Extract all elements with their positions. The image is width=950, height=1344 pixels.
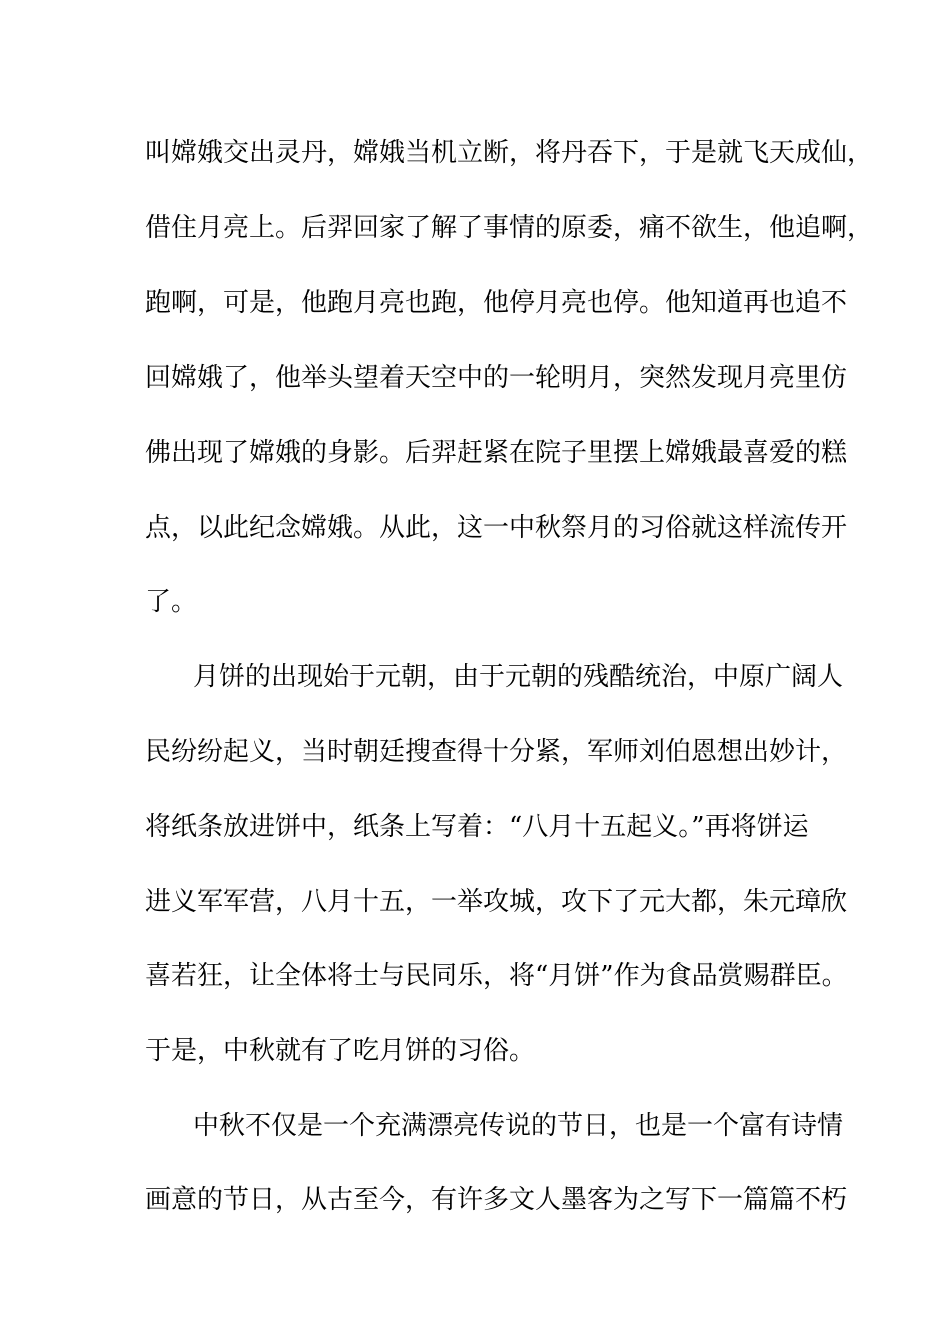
paragraph-2-line-3: 将纸条放进饼中，纸条上写着：“八月十五起义。”再将饼运: [145, 812, 809, 842]
paragraph-2-line-2: 民纷纷起义，当时朝廷搜查得十分紧，军师刘伯恩想出妙计，: [145, 737, 848, 767]
paragraph-3-line-2: 画意的节日，从古至今，有许多文人墨客为之写下一篇篇不朽: [145, 1185, 848, 1215]
paragraph-1-line-1: 叫嫦娥交出灵丹，嫦娥当机立断，将丹吞下，于是就飞天成仙，: [145, 138, 874, 168]
paragraph-2-line-4: 进义军军营，八月十五，一举攻城，攻下了元大都，朱元璋欣: [145, 887, 848, 917]
paragraph-1-line-7: 了。: [145, 587, 198, 617]
paragraph-1-line-6: 点，以此纪念嫦娥。从此，这一中秋祭月的习俗就这样流传开: [145, 513, 848, 543]
paragraph-2-line-6: 于是，中秋就有了吃月饼的习俗。: [145, 1036, 536, 1066]
paragraph-2-line-5: 喜若狂，让全体将士与民同乐，将“月饼”作为食品赏赐群臣。: [145, 961, 848, 991]
paragraph-3-line-1: 中秋不仅是一个充满漂亮传说的节日，也是一个富有诗情: [193, 1111, 844, 1141]
paragraph-1-line-5: 佛出现了嫦娥的身影。后羿赶紧在院子里摆上嫦娥最喜爱的糕: [145, 438, 848, 468]
paragraph-1-line-3: 跑啊，可是，他跑月亮也跑，他停月亮也停。他知道再也追不: [145, 288, 848, 318]
paragraph-1-line-2: 借住月亮上。后羿回家了解了事情的原委，痛不欲生，他追啊，: [145, 213, 874, 243]
paragraph-1-line-4: 回嫦娥了，他举头望着天空中的一轮明月，突然发现月亮里仿: [145, 363, 848, 393]
paragraph-2-line-1: 月饼的出现始于元朝，由于元朝的残酷统治，中原广阔人: [193, 662, 844, 692]
